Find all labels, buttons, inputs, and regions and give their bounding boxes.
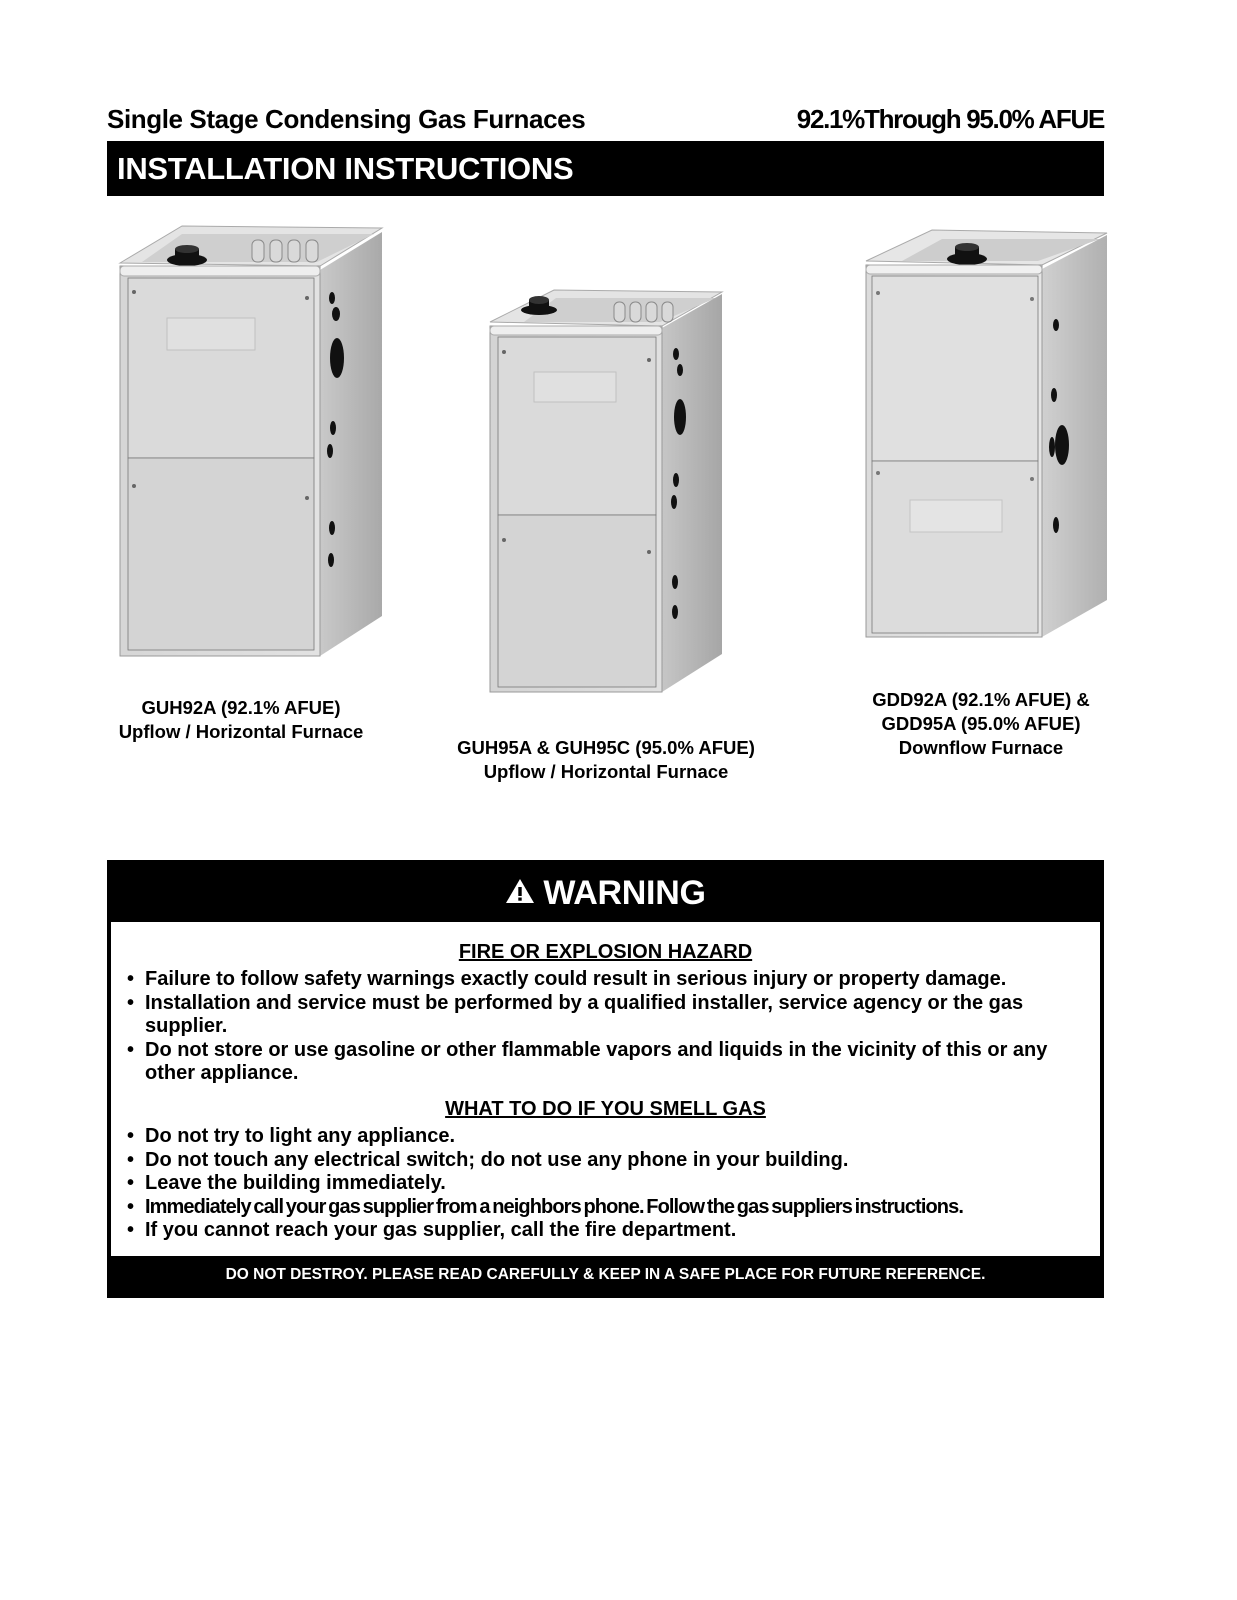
retain-notice: DO NOT DESTROY. PLEASE READ CAREFULLY & KEEP IN A SAFE PLACE FOR FUTURE REFERENCE. [225, 1266, 986, 1283]
model-name: GDD92A (92.1% AFUE) & [872, 689, 1090, 710]
smell-gas-list [125, 1125, 1090, 1243]
product-image-guh92a [112, 218, 397, 663]
efficiency-range: 92.1%Through 95.0% AFUE [796, 103, 1104, 134]
model-name-secondary: GDD95A (95.0% AFUE) [881, 713, 1081, 734]
product-caption-guh95 [440, 736, 772, 784]
list-item: • If you cannot reach your gas supplier, call the fire department. [125, 1219, 1090, 1243]
warning-heading: WARNING [543, 873, 706, 912]
document-header [107, 102, 1104, 136]
list-item: • Do not touch any electrical switch; do not use any phone in your building. [125, 1149, 1090, 1173]
model-type: Downflow Furnace [898, 737, 1064, 758]
warning-footer [111, 1256, 1100, 1294]
warning-triangle-icon [505, 874, 535, 913]
model-name: GUH92A (92.1% AFUE) [141, 697, 341, 718]
list-item: • Failure to follow safety warnings exactly could result in serious injury or property damage. [125, 968, 1090, 992]
furnace-downflow-icon [862, 225, 1132, 655]
warning-panel [107, 860, 1104, 1298]
product-image-guh95 [484, 282, 734, 702]
list-item: • Immediately call your gas supplier from a neighbors phone. Follow the gas suppliers instructions. [125, 1196, 1090, 1220]
model-name: GUH95A & GUH95C (95.0% AFUE) [457, 737, 755, 758]
furnace-upflow-icon [484, 282, 734, 702]
warning-header [111, 864, 1100, 922]
list-item: • Do not try to light any appliance. [125, 1125, 1090, 1149]
title-banner [107, 141, 1104, 196]
list-item: • Installation and service must be performed by a qualified installer, service agency or the gas supplier. [125, 992, 1090, 1039]
hazard-list [125, 968, 1090, 1086]
smell-gas-section-title: WHAT TO DO IF YOU SMELL GAS [445, 1098, 766, 1120]
product-image-gdd [862, 225, 1132, 655]
model-type: Upflow / Horizontal Furnace [118, 721, 364, 742]
page-title: INSTALLATION INSTRUCTIONS [117, 150, 574, 186]
list-item: • Do not store or use gasoline or other flammable vapors and liquids in the vicinity of this or any other appliance. [125, 1039, 1090, 1086]
product-caption-gdd [845, 688, 1117, 760]
document-subtitle: Single Stage Condensing Gas Furnaces [107, 103, 586, 134]
model-type: Upflow / Horizontal Furnace [483, 761, 729, 782]
hazard-section-title: FIRE OR EXPLOSION HAZARD [458, 941, 753, 963]
product-caption-guh92a [100, 696, 382, 744]
list-item: • Leave the building immediately. [125, 1172, 1090, 1196]
furnace-upflow-icon [112, 218, 397, 663]
